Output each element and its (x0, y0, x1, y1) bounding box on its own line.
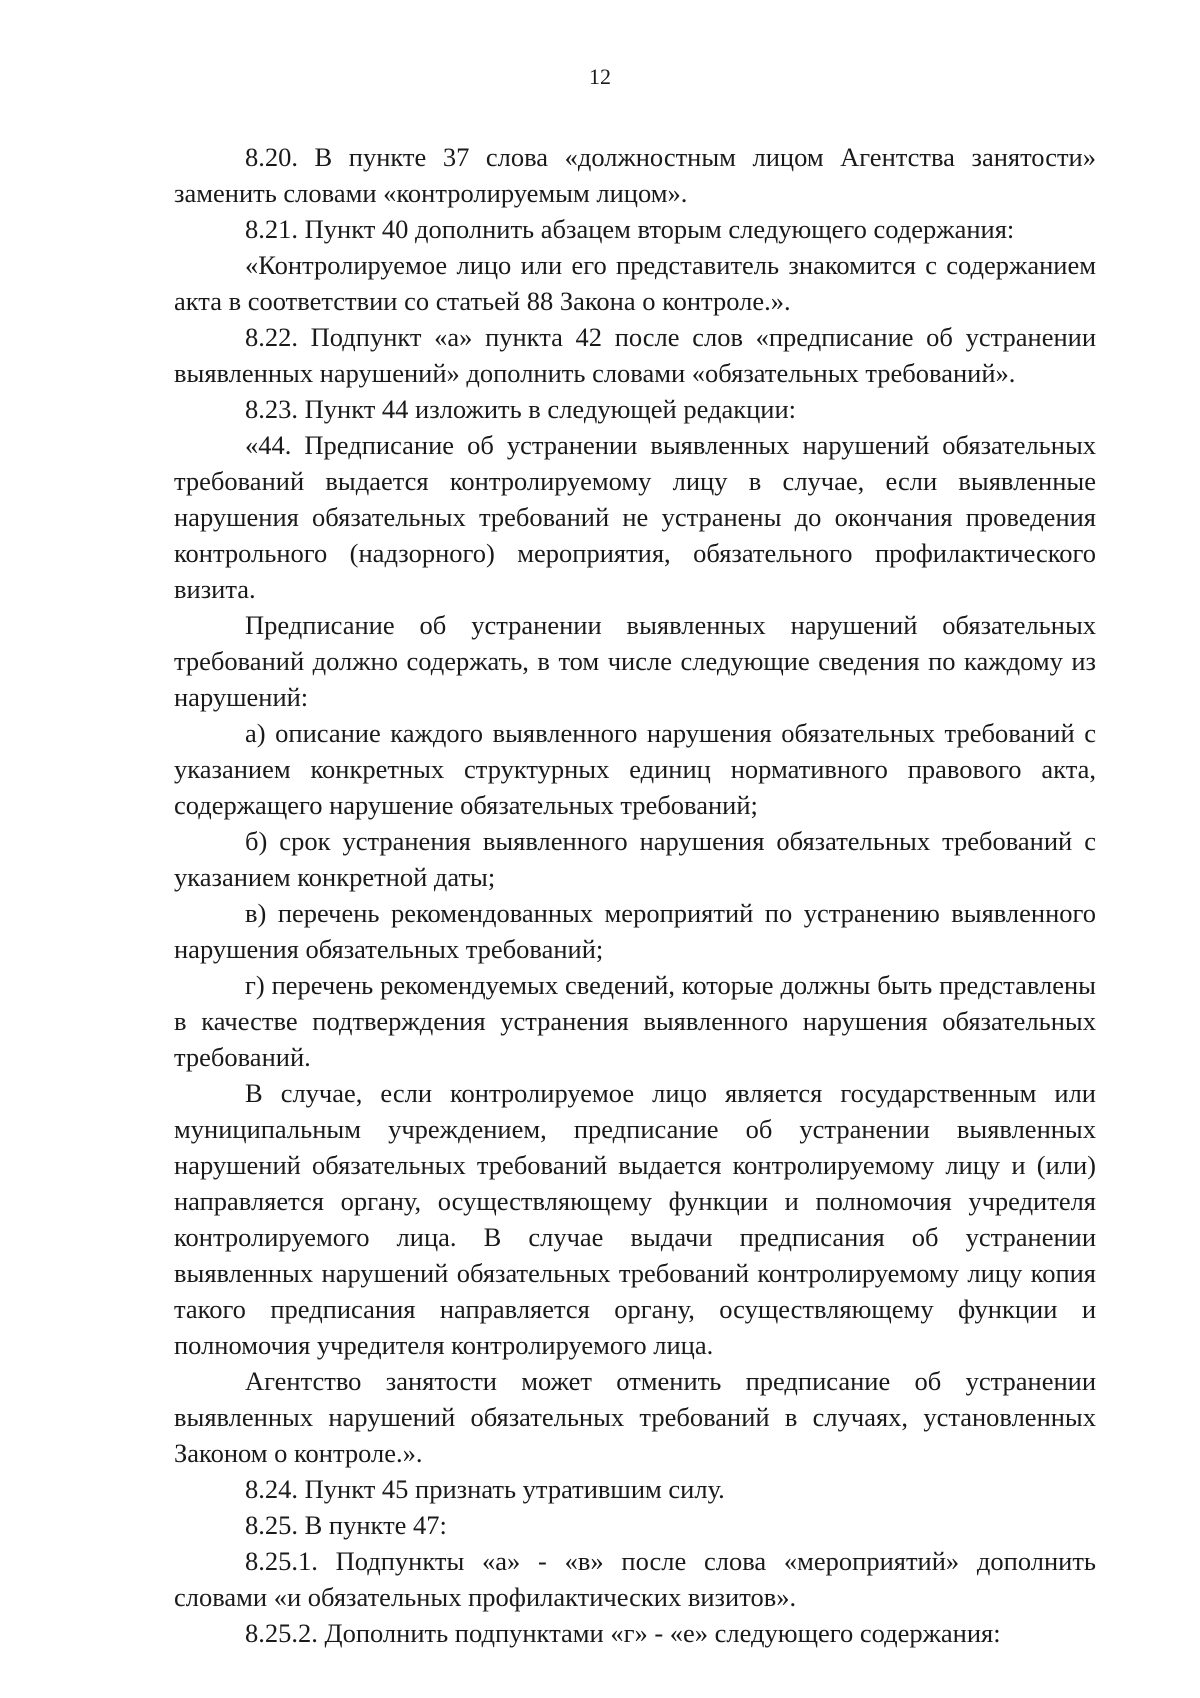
paragraph-8-24: 8.24. Пункт 45 признать утратившим силу. (245, 1474, 725, 1504)
paragraph-state-institution: В случае, если контролируемое лицо является государственным или муниципальным учреждением, предписание об устранении выявленных нарушений обязательных требований выдается контролируемому лицу и (или) направляется органу, осуществляющему функции и полномочия учредителя контролируемого лица. В случае выдачи предписания об устранении выявленных нарушений обязательных требований контролируемому лицу копия такого предписания направляется органу, осуществляющему функции и полномочия учредителя контролируемого лица. (174, 1078, 1096, 1360)
paragraph-agency-cancel: Агентство занятости может отменить предписание об устранении выявленных нарушений обязательных требований в случаях, установленных Законом о контроле.». (174, 1366, 1096, 1468)
paragraph-8-21: 8.21. Пункт 40 дополнить абзацем вторым следующего содержания: (245, 214, 1015, 244)
paragraph-8-23: 8.23. Пункт 44 изложить в следующей редакции: (245, 394, 797, 424)
quoted-paragraph-44: «44. Предписание об устранении выявленных нарушений обязательных требований выдается контролируемому лицу в случае, если выявленные нарушения обязательных требований не устранены до окончания проведения контрольного (надзорного) мероприятия, обязательного профилактического визита. (174, 430, 1096, 604)
page-number: 12 (589, 64, 611, 89)
list-item-b: б) срок устранения выявленного нарушения обязательных требований с указанием конкретной даты; (174, 826, 1096, 892)
document-body (174, 139, 1096, 1651)
paragraph-8-22: 8.22. Подпункт «а» пункта 42 после слов «предписание об устранении выявленных нарушений» дополнить словами «обязательных требований». (174, 322, 1096, 388)
paragraph-prescription-content: Предписание об устранении выявленных нарушений обязательных требований должно содержать, в том числе следующие сведения по каждому из нарушений: (174, 610, 1096, 712)
paragraph-8-25-1: 8.25.1. Подпункты «а» - «в» после слова «мероприятий» дополнить словами «и обязательных профилактических визитов». (174, 1546, 1096, 1612)
paragraph-8-25: 8.25. В пункте 47: (245, 1510, 447, 1540)
list-item-v: в) перечень рекомендованных мероприятий по устранению выявленного нарушения обязательных требований; (174, 898, 1096, 964)
list-item-a: а) описание каждого выявленного нарушения обязательных требований с указанием конкретных структурных единиц нормативного правового акта, содержащего нарушение обязательных требований; (174, 718, 1096, 820)
quoted-paragraph-40: «Контролируемое лицо или его представитель знакомится с содержанием акта в соответствии со статьей 88 Закона о контроле.». (174, 250, 1096, 316)
paragraph-8-20: 8.20. В пункте 37 слова «должностным лицом Агентства занятости» заменить словами «контролируемым лицом». (174, 142, 1096, 208)
list-item-g: г) перечень рекомендуемых сведений, которые должны быть представлены в качестве подтверждения устранения выявленного нарушения обязательных требований. (174, 970, 1096, 1072)
paragraph-8-25-2: 8.25.2. Дополнить подпунктами «г» - «е» следующего содержания: (245, 1618, 1001, 1648)
